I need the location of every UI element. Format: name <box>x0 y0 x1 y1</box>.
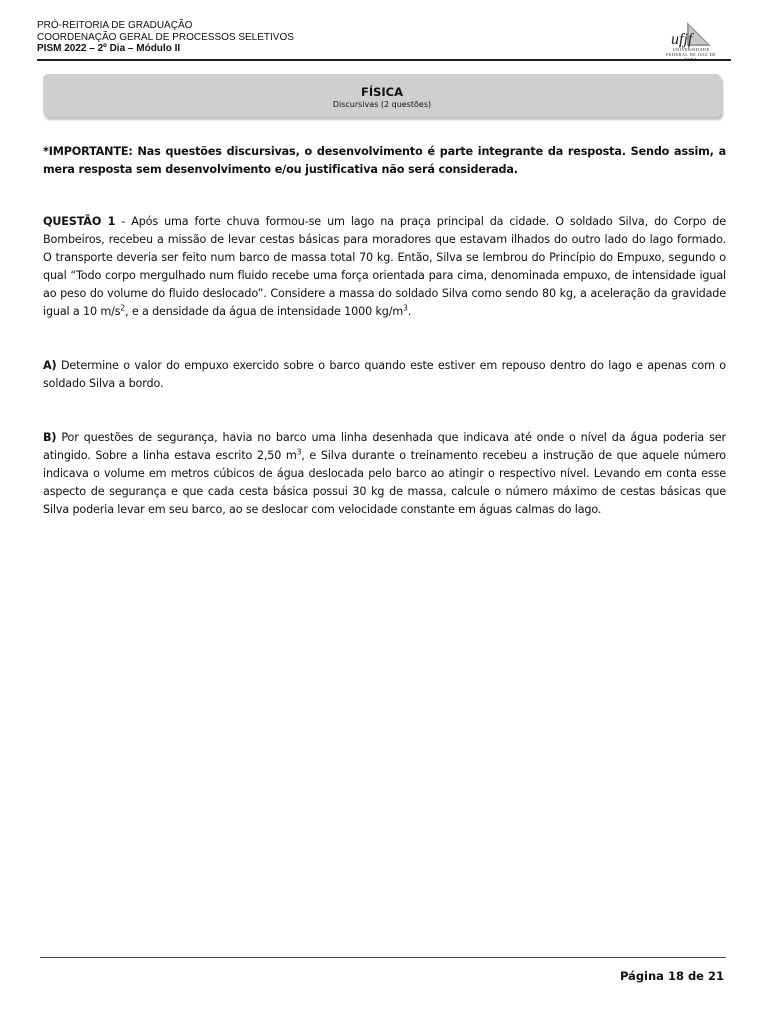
part-a-label: A) <box>43 359 57 372</box>
logo-caption-line1: UNIVERSIDADE <box>672 47 710 52</box>
question-1-text-b: , e a densidade da água de intensidade 1000 kg/m <box>125 305 404 318</box>
logo-wordmark: ufjf <box>671 31 693 48</box>
question-1-text-c: . <box>407 305 412 318</box>
part-b-text-b: , e Silva durante o treinamento recebeu a instrução de que aquele número indicava o volume em metros cúbicos de água deslocada pelo barco ao atingir o respectivo nível. Levando em conta esse aspecto de segurança e que cada cesta básica possui 30 kg de massa, calcule o número máximo de cestas básicas que Silva poderia levar em seu barco, ao se deslocar com velocidade constante em águas calmas do lago. <box>43 449 726 516</box>
header-line-proreitoria: PRÓ-REITORIA DE GRADUAÇÃO <box>37 20 193 31</box>
section-subtitle: Discursivas (2 questões) <box>332 100 432 109</box>
header-divider <box>37 59 731 61</box>
question-1-part-a <box>43 357 726 393</box>
part-b-exponent: 3 <box>296 447 302 457</box>
exam-content <box>43 143 726 519</box>
ufjf-logo-mark <box>667 20 715 48</box>
important-notice: *IMPORTANTE: Nas questões discursivas, o desenvolvimento é parte integrante da resposta. Sendo assim, a mera resposta sem desenvolvimento e/ou justificativa não será considerada. <box>43 145 726 176</box>
part-b-text-a: Por questões de segurança, havia no barco uma linha desenhada que indicava até onde o nível da água poderia ser atingido. Sobre a linha estava escrito 2,50 m <box>43 431 726 462</box>
page-number: Página 18 de 21 <box>619 969 724 983</box>
header-line-coordenacao: COORDENAÇÃO GERAL DE PROCESSOS SELETIVOS <box>37 31 294 43</box>
question-1-part-b <box>43 429 726 519</box>
section-title: FÍSICA <box>360 85 404 99</box>
header-institution <box>37 20 294 55</box>
question-1-statement <box>43 213 726 321</box>
footer-divider <box>40 957 726 958</box>
part-b-label: B) <box>43 431 57 444</box>
ufjf-logo <box>667 20 715 58</box>
question-1-exponent-a: 2 <box>120 303 126 313</box>
header-line-exam: PISM 2022 – 2º Dia – Módulo II <box>37 43 181 54</box>
logo-caption-line2: FEDERAL DE JUIZ DE <box>665 52 717 57</box>
part-a-text: Determine o valor do empuxo exercido sobre o barco quando este estiver em repouso dentro do lago e apenas com o soldado Silva a bordo. <box>43 359 726 390</box>
page-header <box>37 20 731 60</box>
question-1-text-a: - Após uma forte chuva formou-se um lago na praça principal da cidade. O soldado Silva, do Corpo de Bombeiros, recebeu a missão de levar cestas básicas para moradores que estavam ilhados do outro lado do lago formado. O transporte deveria ser feito num barco de massa total 70 kg. Então, Silva se lembrou do Princípio do Empuxo, segundo o qual “Todo corpo mergulhado num fluido recebe uma força orientada para cima, denominada empuxo, de intensidade igual ao peso do volume do fluido deslocado”. Considere a massa do soldado Silva como sendo 80 kg, a aceleração da gravidade igual a 10 m/s <box>43 215 726 318</box>
section-title-box <box>43 74 721 117</box>
question-1-exponent-b: 3 <box>403 303 408 313</box>
question-1-label: QUESTÃO 1 <box>43 215 116 228</box>
